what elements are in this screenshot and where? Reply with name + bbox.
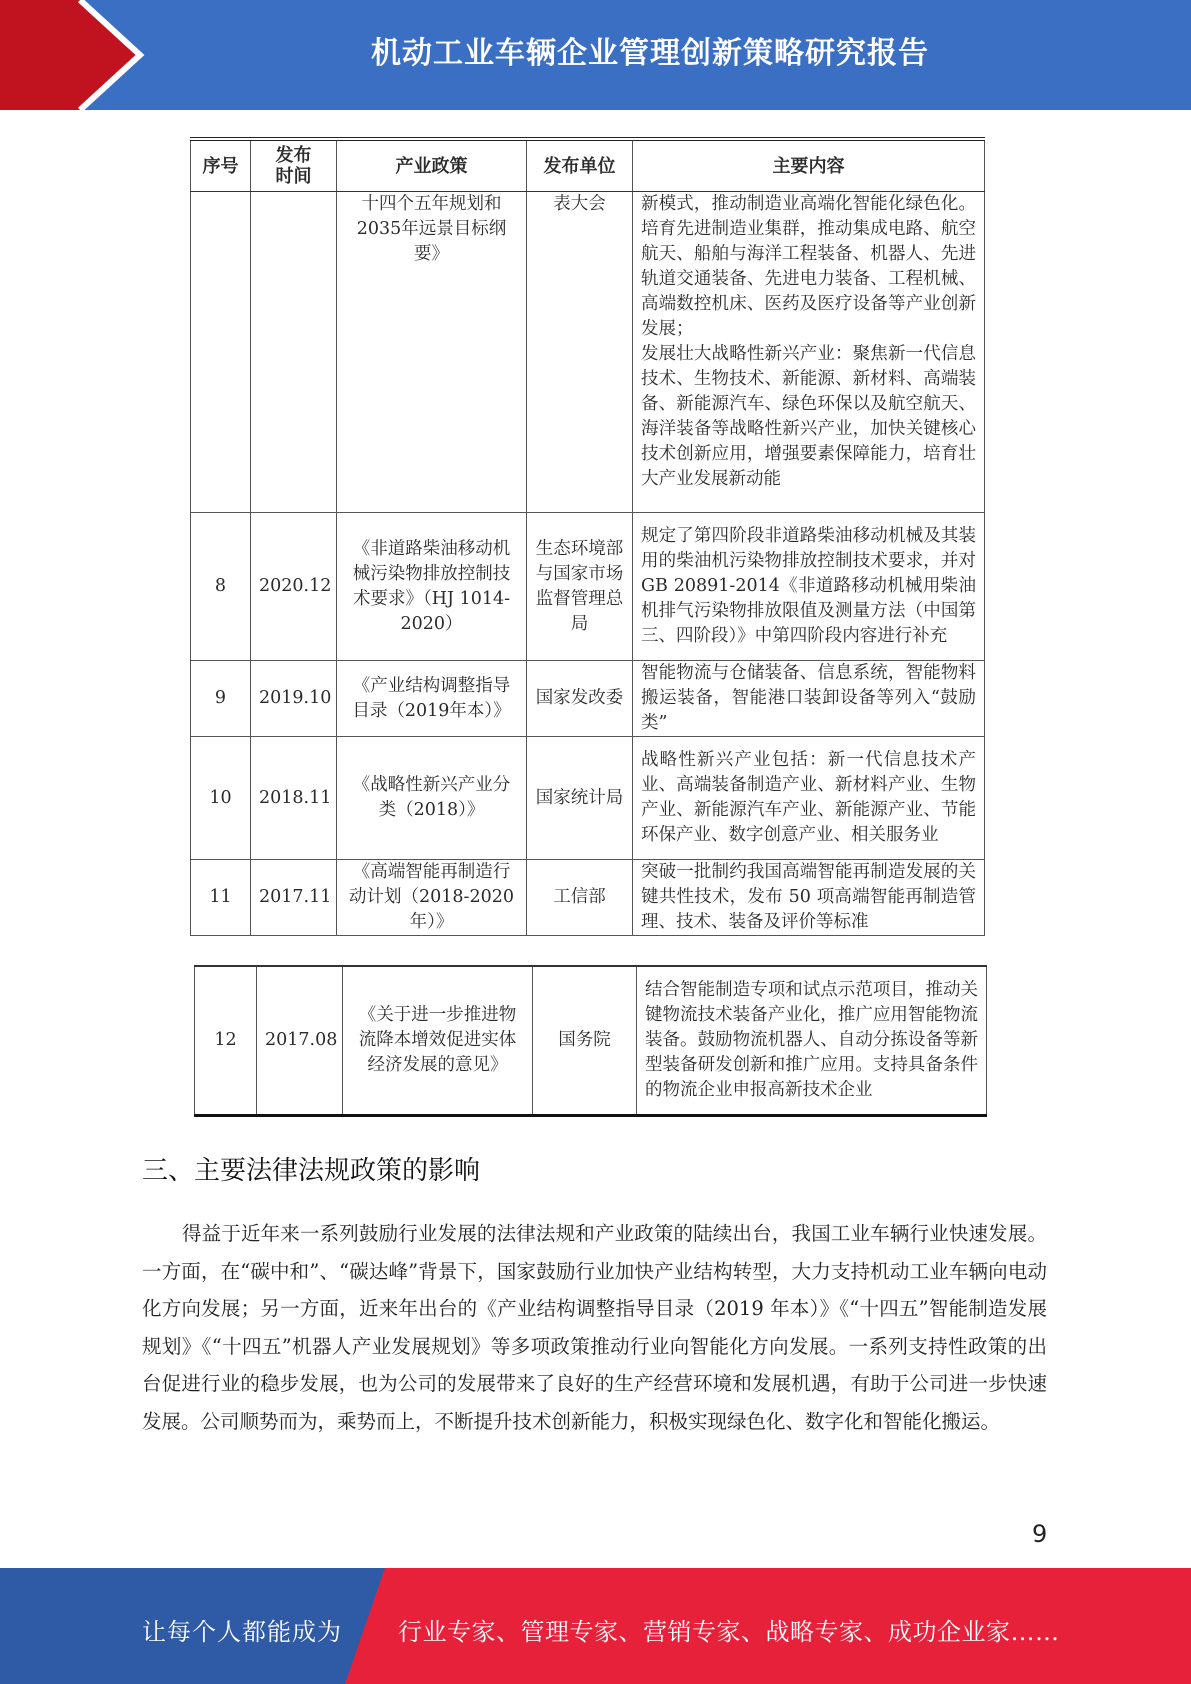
policy-table-continued [194,965,987,1117]
table-row [191,737,985,860]
col-header-policy: 产业政策 [337,139,527,192]
row-no: 10 [191,737,251,860]
table-row [191,192,985,513]
table-row [191,860,985,936]
table-row [191,661,985,737]
row-no: 9 [191,661,251,737]
row-policy: 《产业结构调整指导目录（2019年本）》 [337,661,527,737]
section-title: 三、主要法律法规政策的影响 [142,1156,481,1186]
footer-slogan-right: 行业专家、管理专家、营销专家、战略专家、成功企业家…… [398,1618,1060,1646]
report-title: 机动工业车辆企业管理创新策略研究报告 [371,36,929,71]
table-row [191,513,985,661]
policy-table [190,137,985,936]
row-date: 2019.10 [251,661,337,737]
row-issuer: 国家发改委 [527,661,633,737]
footer-slogan-left: 让每个人都能成为 [142,1618,342,1646]
row-policy: 《高端智能再制造行动计划（2018-2020年）》 [337,860,527,936]
col-header-date: 发布 时间 [251,139,337,192]
row-no: 8 [191,513,251,661]
row-issuer: 生态环境部与国家市场监督管理总局 [527,513,633,661]
col-header-issuer: 发布单位 [527,139,633,192]
row-date: 2018.11 [251,737,337,860]
row-no: 12 [195,966,257,1115]
row-content: 智能物流与仓储装备、信息系统，智能物料搬运装备，智能港口装卸设备等列入“鼓励类” [633,661,985,737]
table-header-row [191,139,985,192]
row-issuer: 工信部 [527,860,633,936]
page-number: 9 [1032,1520,1048,1548]
section-paragraph: 得益于近年来一系列鼓励行业发展的法律法规和产业政策的陆续出台，我国工业车辆行业快速发展。一方面，在“碳中和”、“碳达峰”背景下，国家鼓励行业加快产业结构转型，大力支持机动工业车辆向电动化方向发展；另一方面，近来年出台的《产业结构调整指导目录（2019 年本）》《“十四五”智能制造发展规划》《“十四五”机器人产业发展规划》等多项政策推动行业向智能化方向发展。一系列支持性政策的出台促进行业的稳步发展，也为公司的发展带来了良好的生产经营环境和发展机遇，有助于公司进一步快速发展。公司顺势而为，乘势而上，不断提升技术创新能力，积极实现绿色化、数字化和智能化搬运。 [142,1222,1047,1433]
row-content: 结合智能制造专项和试点示范项目，推动关键物流技术装备产业化，推广应用智能物流装备。鼓励物流机器人、自动分拣设备等新型装备研发创新和推广应用。支持具备条件的物流企业申报高新技术企业 [637,966,987,1115]
row-content: 新模式，推动制造业高端化智能化绿色化。培育先进制造业集群，推动集成电路、航空航天、船舶与海洋工程装备、机器人、先进轨道交通装备、先进电力装备、工程机械、高端数控机床、医药及医疗设备等产业创新发展； 发展壮大战略性新兴产业：聚焦新一代信息技术、生物技术、新能源、新材料、高端装备、新能源汽车、绿色环保以及航空航天、海洋装备等战略性新兴产业，加快关键核心技术创新应用，增强要素保障能力，培育壮大产业发展新动能 [633,192,985,513]
row-issuer: 表大会 [527,192,633,513]
col-header-content: 主要内容 [633,139,985,192]
row-date [251,192,337,513]
row-policy: 《关于进一步推进物流降本增效促进实体经济发展的意见》 [343,966,533,1115]
row-date: 2017.08 [257,966,343,1115]
table-row [195,966,987,1115]
row-date: 2020.12 [251,513,337,661]
row-content: 规定了第四阶段非道路柴油移动机械及其装用的柴油机污染物排放控制技术要求，并对 GB 20891-2014《非道路移动机械用柴油机排气污染物排放限值及测量方法（中国第三、四阶段）》中第四阶段内容进行补充 [633,513,985,661]
row-policy: 十四个五年规划和2035年远景目标纲要》 [337,192,527,513]
row-no [191,192,251,513]
page-header [0,0,1191,110]
col-header-no: 序号 [191,139,251,192]
row-policy: 《非道路柴油移动机械污染物排放控制技术要求》（HJ 1014-2020） [337,513,527,661]
row-issuer: 国务院 [533,966,637,1115]
row-content: 突破一批制约我国高端智能再制造发展的关键共性技术，发布 50 项高端智能再制造管理、技术、装备及评价等标准 [633,860,985,936]
row-date: 2017.11 [251,860,337,936]
row-no: 11 [191,860,251,936]
row-policy: 《战略性新兴产业分类（2018）》 [337,737,527,860]
row-issuer: 国家统计局 [527,737,633,860]
header-red-arrow-icon [0,0,150,110]
row-content: 战略性新兴产业包括：新一代信息技术产业、高端装备制造产业、新材料产业、生物产业、新能源汽车产业、新能源产业、节能环保产业、数字创意产业、相关服务业 [633,737,985,860]
